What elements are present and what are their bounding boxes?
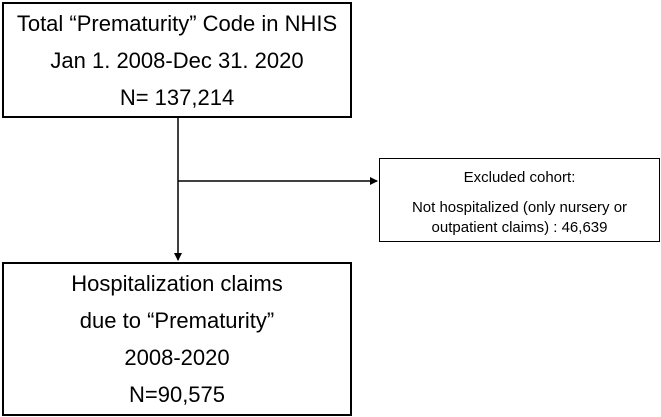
total-box-count: N= 137,214 — [119, 84, 235, 110]
excluded-box-reason-line1: Not hospitalized (only nursery or — [411, 199, 628, 216]
hospitalization-box-years: 2008-2020 — [124, 345, 230, 370]
hospitalization-claims-box — [2, 262, 352, 416]
hospitalization-box-subtitle: due to “Prematurity” — [79, 308, 275, 333]
excluded-box-reason-line2: outpatient claims) : 46,639 — [431, 219, 608, 236]
hospitalization-box-title: Hospitalization claims — [71, 271, 283, 296]
total-prematurity-box — [2, 2, 352, 118]
excluded-cohort-box — [379, 158, 660, 242]
hospitalization-box-count: N=90,575 — [128, 382, 226, 407]
total-box-title: Total “Prematurity” Code in NHIS — [16, 10, 338, 36]
total-box-date-range: Jan 1. 2008-Dec 31. 2020 — [50, 47, 304, 73]
excluded-box-title: Excluded cohort: — [463, 169, 576, 186]
